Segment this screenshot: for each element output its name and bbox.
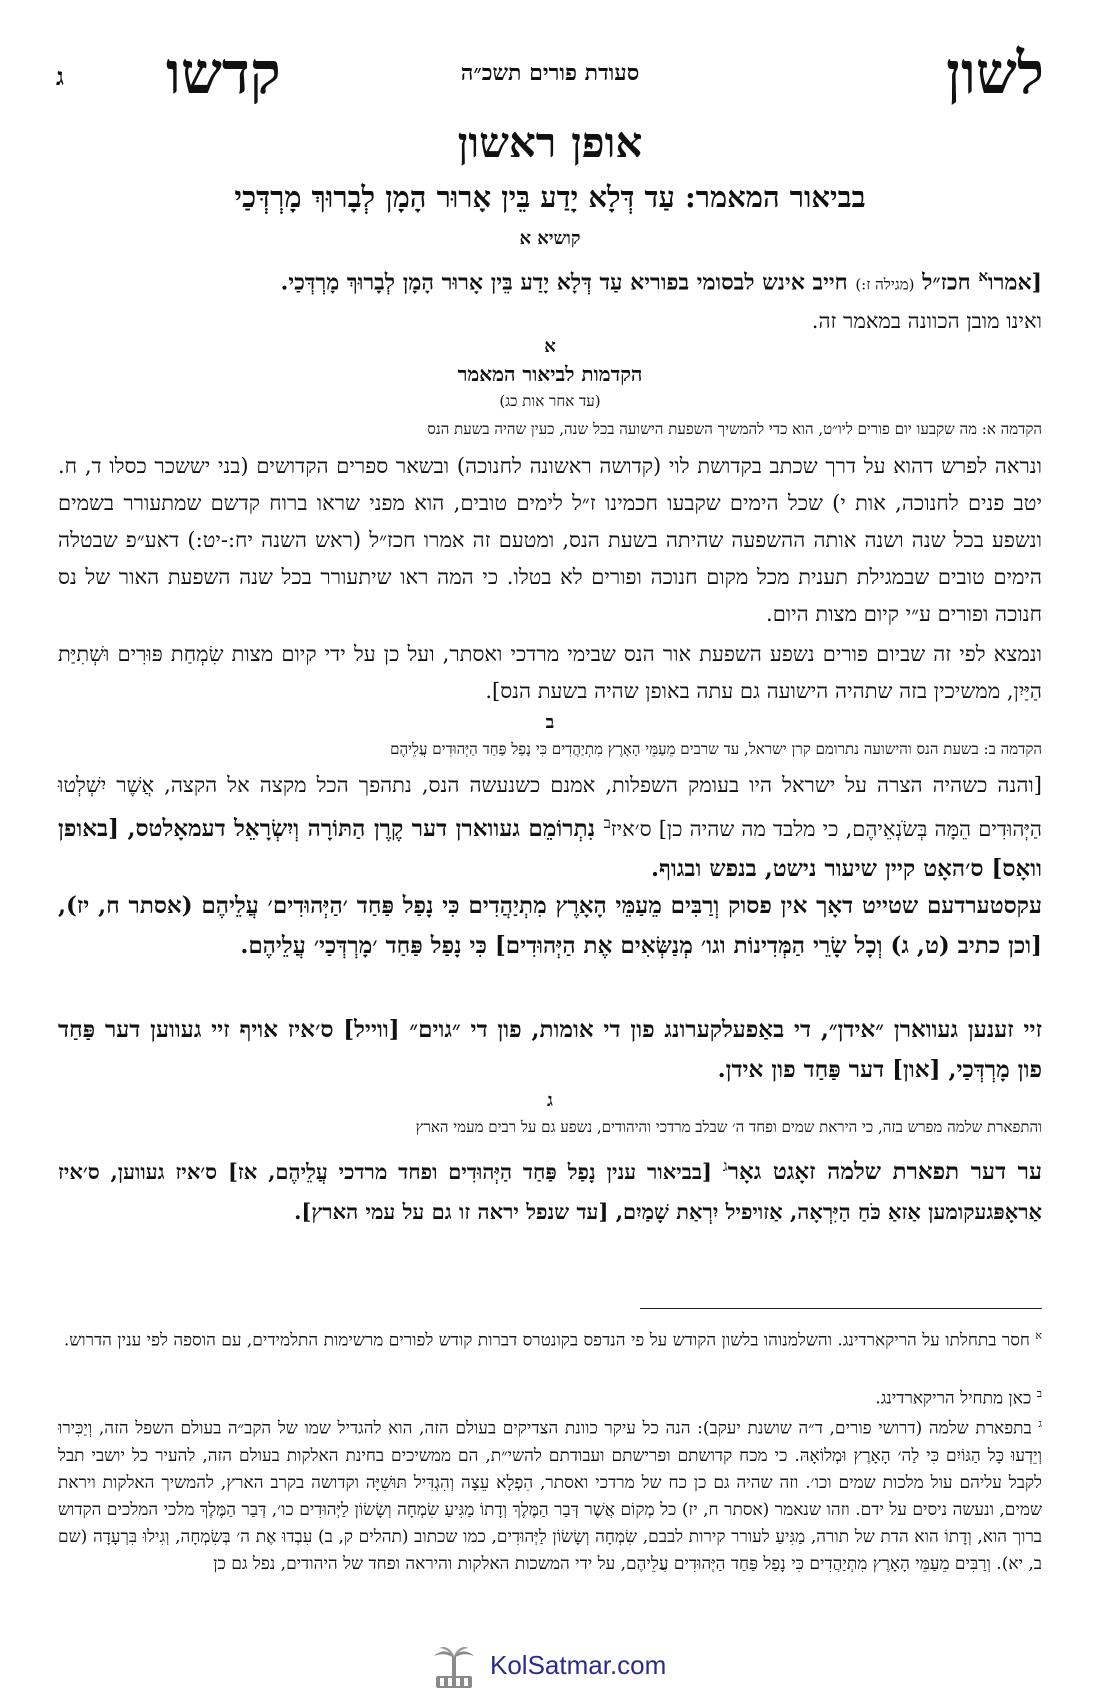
page-number: ג xyxy=(56,62,64,91)
footnote-b-mark: ב xyxy=(1036,1387,1042,1400)
footnote-a xyxy=(58,1322,1042,1355)
palm-tree-logo-icon xyxy=(430,1644,478,1690)
section-b-p1-yiddish: נִתְרוֹמֵם געווארן דער קֶרֶן הַתּוֹרָה וְיִשְׂרָאֵל דעמאָלטס, [באופן וואָס] ס׳האָט קיין שיעור נישט, בנפש ובגוף. xyxy=(58,815,1042,882)
intro-quote: חייב אינש לבסומי בפוריא עַד דְּלָא יָדַע בֵּין אָרוּר הָמָן לְבָרוּךְ מָרְדְּכַי. xyxy=(280,269,856,296)
header-title-left: קדשו xyxy=(166,39,281,107)
question-label: קושיא א xyxy=(519,228,581,249)
footnote-ref-b: ב xyxy=(603,814,611,832)
section-a-letter: א xyxy=(544,336,556,357)
section-c-hakdama: והתפארת שלמה מפרש בזה, כי היראת שמים ופחד ה׳ שבלב מרדכי והיהודים, נשפע גם על רבים מעמי הארץ xyxy=(415,1118,1042,1136)
section-b-p1-text: [והנה כשהיה הצרה על ישראל היו בעומק השפלות, אמנם כשנעשה הנס, נתהפך הכל מקצה אל הקצה, אֲשֶׁר יִשְׁלְטוּ הַיְּהוּדִים הֵמָּה בְּשֹׂנְאֵיהֶם, כי מלבד מה שהיה כן] ס׳איז xyxy=(58,773,1042,841)
footnote-a-text: חסר בתחלתו על הריקארדינג. והשלמנוהו בלשון הקודש על פי הנדפס בקונטרס דברות קודש לפורים מרשימות התלמידים, עם הוספה לפי ענין הדרוש. xyxy=(63,1330,1030,1351)
section-b-paragraph-2: עקסטערדעם שטייט דאָך אין פסוק וְרַבִּים מֵעַמֵּי הָאָרֶץ מִתְיַהֲדִים כִּי נָפַל פַּחַד ׳הַיְּהוּדִים׳ עֲלֵיהֶם (אסתר ח, יז), [וכן כתיב (ט, ג) וְכָל שָׂרֵי הַמְּדִינוֹת וגו׳ מְנַשְּׂאִים אֶת הַיְּהוּדִים] כִּי נָפַל פַּחַד ׳מָרְדְּכַי׳ עֲלֵיהֶם. xyxy=(58,892,1042,959)
footnote-ref-c: ג xyxy=(722,1157,728,1175)
intro-paragraph xyxy=(58,258,1042,340)
section-c-letter: ג xyxy=(547,1090,553,1111)
header-title-right: לשון xyxy=(946,39,1044,107)
section-a-paragraph-1: ונראה לפרש דהוא על דרך שכתב בקדושת לוי (קדושה ראשונה לחנוכה) ובשאר ספרים הקדושים (בני יששכר כסלו ד, ח. יטב פנים לחנוכה, אות י) שכל הימים שקבעו חכמינו ז״ל לימים טובים, הוא מפני שראו ברוח קדשם שמתעורר בשמים ונשפע בכל שנה ושנה אותה ההשפעה שהיתה בשעת הנס, ומטעם זה אמרו חכז״ל (ראש השנה יח:-יט:) דאע״פ שבטלה הימים טובים שבמגילת תענית מכל מקום חנוכה ופורים לא בטלו. כי המה ראו שיתעורר בכל שנה השפעת האור של נס חנוכה ופורים ע״י קיום מצות היום. xyxy=(58,454,1042,626)
watermark xyxy=(430,1644,690,1690)
header-subtitle: סעודת פורים תשכ״ה xyxy=(460,60,640,86)
footnote-b-text: כאן מתחיל הריקארדינג. xyxy=(875,1388,1032,1409)
watermark-text: KolSatmar.com xyxy=(490,1650,667,1680)
section-b-paragraph-3: זיי זענען געווארן ״אידן״, די באַפעלקערונג פון די אומות, פון די ״גוים״ [ווייל] ס׳איז אויף זיי געווען דער פַּחַד פון מָרְדְּכַי, [און] דער פַּחַד פון אידן. xyxy=(58,1016,1042,1083)
chapter-title: אופן ראשון xyxy=(457,118,643,167)
footnote-a-mark: א xyxy=(1035,1329,1042,1342)
section-c-p1-text: ער דער תפארת שלמה זאָגט גאָר xyxy=(727,1158,1042,1185)
footnote-b xyxy=(58,1380,1042,1413)
section-a-hakdama: הקדמה א: מה שקבעו יום פורים ליו״ט, הוא כדי להמשיך השפעת הישועה בכל שנה, כעין שהיה בשעת הנס xyxy=(427,420,1042,438)
footnote-c-text: בתפארת שלמה (דרושי פורים, ד״ה שושנת יעקב): הנה כל עיקר כוונת הצדיקים בעולם הזה, הוא להגדיל שמו של הקב״ה בעולם השפל הזה, וְיַכִּירוּ וְיֵדְעוּ כָּל הַגּוֹיִם כִּי לַה׳ הָאָרֶץ וּמְלוֹאָהּ. כי מכח קדושתם ופרישתם ועבודתם להשי״ת, הם ממשיכים בחינת האלקות בעולם הזה, להעיר כל יושבי תבל לקבל עליהם עול מלכות שמים וכו׳. וזה שהיה גם כן כח של מרדכי ואסתר, הִפְלָא עֵצָה וְהִגְדִּיל תּוּשִׁיָּה וקדושה בקרב הארץ, להמשיך האלקות ויראת שמים, ונעשה ניסים על ידם. וזהו שנאמר (אסתר ח, יז) כל מְקוֹם אֲשֶׁר דְּבַר הַמֶּלֶךְ וְדָתוֹ מַגִּיעַ שִׂמְחָה וְשָׂשׂוֹן לַיְּהוּדִים כו׳, דְּבַר הַמֶּלֶךְ מלכי המלכים הקדוש ברוך הוא, וְדָתוֹ הוא הדת של תורה, מַגִּיעַ לעורר קירות לבבם, שִׂמְחָה וְשָׂשׂוֹן לַיְּהוּדִים, כמו שכתוב (תהלים ק, ב) עִבְדוּ אֶת ה׳ בְּשִׂמְחָה, וְגִילוּ בִּרְעָדָה (שם ב, יא). וְרַבִּים מֵעַמֵּי הָאָרֶץ מִתְיַהֲדִים כִּי נָפַל פַּחַד הַיְּהוּדִים עֲלֵיהֶם, על ידי המשכות האלקות והיראה ופחד של היהודים, נפל גם כן xyxy=(58,1418,1042,1574)
section-b-hakdama: הקדמה ב: בשעת הנס והישועה נתרומם קרן ישראל, עד שרבים מֵעַמֵּי הָאָרֶץ מִתְיַהֲדִים כִּי נָפַל פַּחַד הַיְּהוּדִים עֲלֵיהֶם xyxy=(390,740,1042,758)
chapter-subtitle: בביאור המאמר: עַד דְּלָא יָדַע בֵּין אָרוּר הָמָן לְבָרוּךְ מָרְדְּכַי xyxy=(234,180,866,214)
section-b-paragraph-1 xyxy=(58,766,1042,889)
footnote-divider xyxy=(640,1308,1042,1309)
footnote-c-mark: ג xyxy=(1038,1417,1042,1430)
section-c-paragraph-1 xyxy=(58,1146,1042,1232)
section-a-paragraph-2: ונמצא לפי זה שביום פורים נשפע השפעת אור הנס שבימי מרדכי ואסתר, ועל כן על ידי קיום מצות שִׂמְחַת פּוּרִים וּשְׁתִיַּת הַיַּיִן, ממשיכין בזה שתהיה הישועה גם עתה באופן שהיה בשעת הנס]. xyxy=(58,642,1042,703)
intro-open: [אמרו xyxy=(987,269,1042,296)
section-c-p1-rest: [בביאור ענין נָפַל פַּחַד הַיְּהוּדִים ופחד מרדכי עֲלֵיהֶם, אז] ס׳איז געווען, ס׳איז אַראָפּגעקומען אַזאַ כֹּחַ הַיִּרְאָה, אַזויפיל יִרְאַת שָׁמַיִם, [עד שנפל יראה זו גם על עמי הארץ]. xyxy=(58,1159,1042,1224)
footnote-c xyxy=(58,1410,1042,1578)
page-header xyxy=(56,38,1044,108)
footnote-ref-a: א xyxy=(978,267,988,285)
intro-chazal: חכז״ל xyxy=(914,269,979,296)
section-a-note: (עד אחר אות כג) xyxy=(499,392,601,410)
section-b-letter: ב xyxy=(545,712,555,733)
section-a-title: הקדמות לביאור המאמר xyxy=(457,362,643,386)
intro-source: (מגילה ז:) xyxy=(855,275,915,294)
intro-line-2: ואינו מובן הכוונה במאמר זה. xyxy=(811,309,1042,334)
